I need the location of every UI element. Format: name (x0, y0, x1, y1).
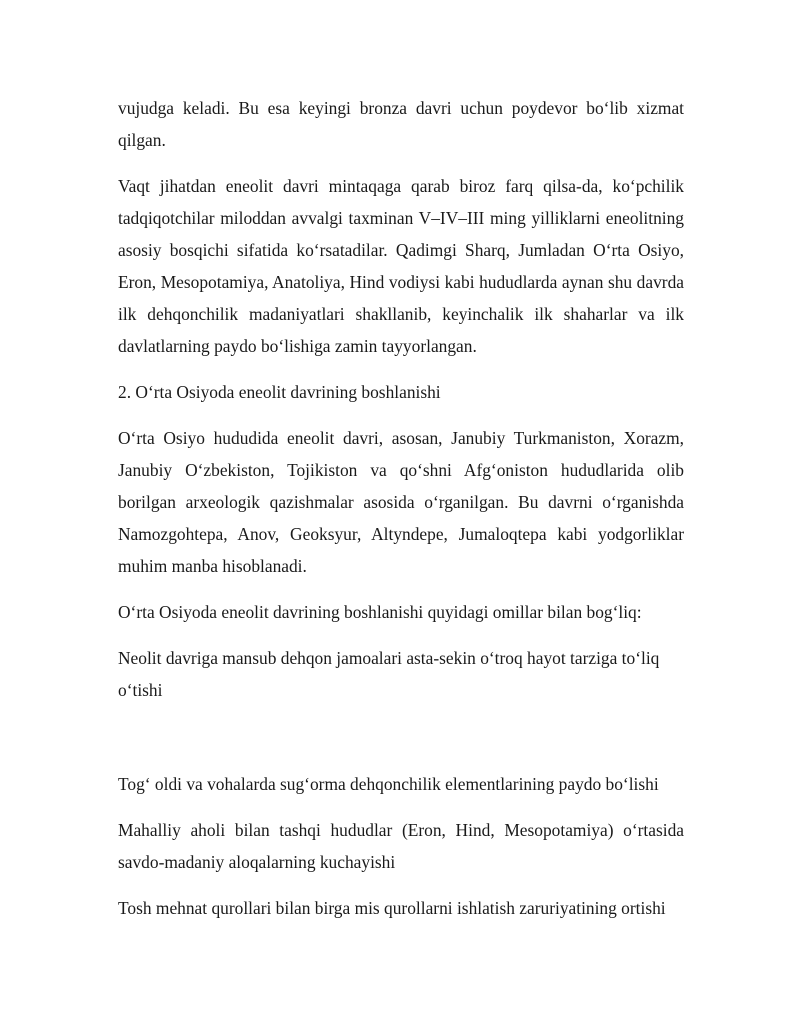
paragraph-central-asia-research: O‘rta Osiyo hududida eneolit davri, asosan, Janubiy Turkmaniston, Xorazm, Janubiy O‘zbekiston, Tojikiston va qo‘shni Afg‘oniston hududlarida olib borilgan arxeologik qazishmalar asosida o‘rganilgan. Bu davrni o‘rganishda Namozgohtepa, Anov, Geoksyur, Altyndepe, Jumaloqtepa kabi yodgorliklar muhim manba hisoblanadi. (118, 428, 684, 576)
factor-item-settled-life: Neolit davriga mansub dehqon jamoalari asta-sekin o‘troq hayot tarziga to‘liq o‘tishi (118, 648, 660, 700)
document-page (118, 92, 684, 938)
section-heading: 2. O‘rta Osiyoda eneolit davrining boshlanishi (118, 382, 441, 402)
paragraph-chronology: Vaqt jihatdan eneolit davri mintaqaga qarab biroz farq qilsa-da, ko‘pchilik tadqiqotchilar miloddan avvalgi taxminan V–IV–III ming yilliklarni eneolitning asosiy bosqichi sifatida ko‘rsatadilar. Qadimgi Sharq, Jumladan O‘rta Osiyo, Eron, Mesopotamiya, Anatoliya, Hind vodiysi kabi hududlarda aynan shu davrda ilk dehqonchilik madaniyatlari shakllanib, keyinchalik ilk shaharlar va ilk davlatlarning paydo bo‘lishiga zamin tayyorlangan. (118, 176, 684, 356)
paragraph-factors-intro: O‘rta Osiyoda eneolit davrining boshlanishi quyidagi omillar bilan bog‘liq: (118, 602, 642, 622)
paragraph-intro-continuation: vujudga keladi. Bu esa keyingi bronza davri uchun poydevor bo‘lib xizmat qilgan. (118, 98, 684, 150)
blank-gap (118, 720, 684, 768)
factor-item-copper-tools: Tosh mehnat qurollari bilan birga mis qurollarni ishlatish zaruriyatining ortishi (118, 898, 666, 918)
factor-item-irrigation: Tog‘ oldi va vohalarda sug‘orma dehqonchilik elementlarining paydo bo‘lishi (118, 774, 659, 794)
factor-item-trade-relations: Mahalliy aholi bilan tashqi hududlar (Eron, Hind, Mesopotamiya) o‘rtasida savdo-madaniy aloqalarning kuchayishi (118, 820, 684, 872)
